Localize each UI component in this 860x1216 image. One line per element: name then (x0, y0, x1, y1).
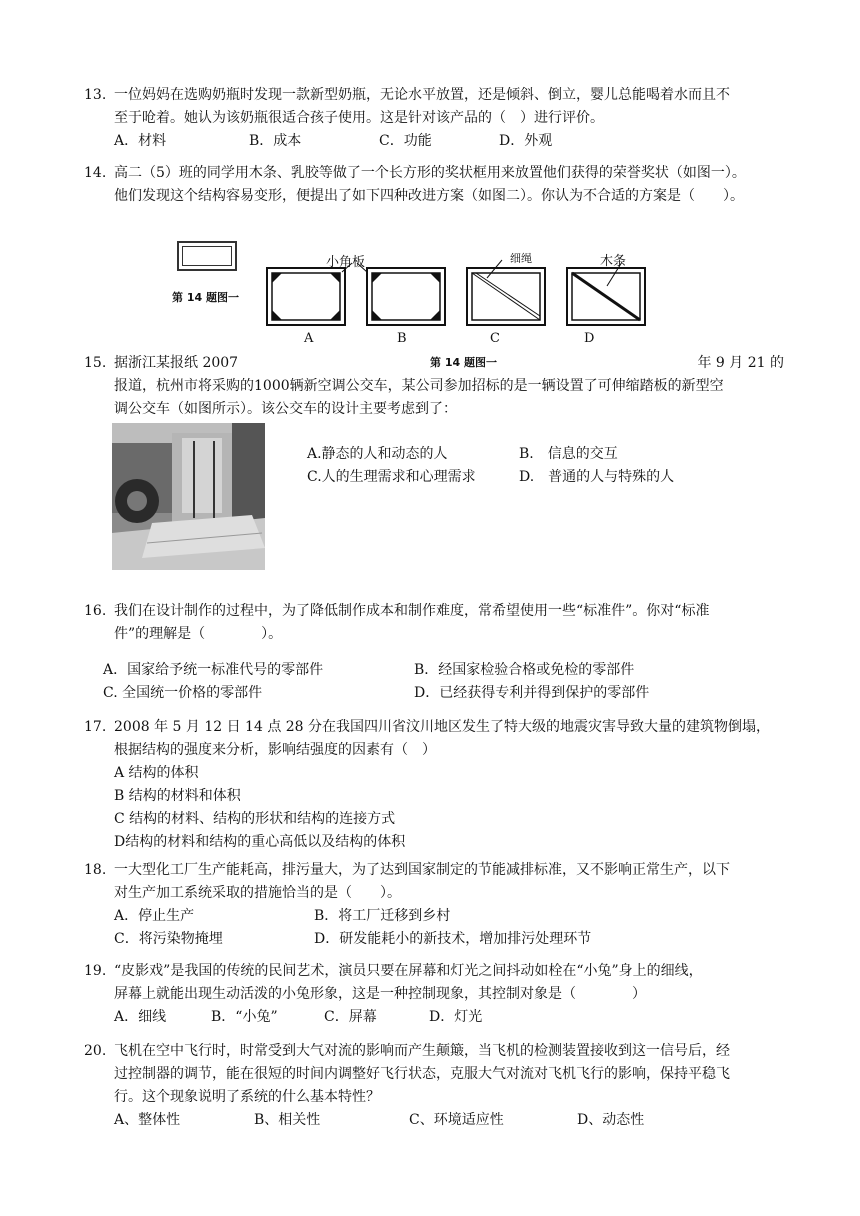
question-number: 17. (84, 719, 107, 735)
question-text: 过控制器的调节，能在很短的时间内调整好飞行状态，克服大气对流对飞机飞行的影响，保持平稳飞 (114, 1066, 730, 1082)
question-text: 一大型化工厂生产能耗高，排污量大，为了达到国家制定的节能减排标准，又不影响正常生产，以下 (114, 862, 730, 878)
question-number: 20. (84, 1043, 107, 1059)
options-row (114, 1006, 784, 1029)
option-a[interactable]: A.静态的人和动态的人 (307, 446, 448, 462)
letter-a: A (304, 331, 314, 346)
option-a[interactable]: A 结构的体积 (114, 765, 199, 781)
options-row (114, 928, 784, 951)
option-d[interactable]: D．灯光 (429, 1009, 483, 1025)
question-text: 屏幕上就能出现生动活泼的小兔形象，这是一种控制现象，其控制对象是（ ） (114, 986, 646, 1002)
option-a[interactable]: A．国家给予统一标准代号的零部件 (103, 662, 324, 678)
bus-photo (112, 423, 265, 570)
question-number: 13. (84, 87, 107, 103)
label-wood-strip: 木条 (600, 254, 627, 269)
option-b[interactable]: B．成本 (249, 133, 302, 149)
question-17 (84, 716, 784, 854)
question-13 (84, 84, 784, 153)
option-c[interactable]: C．将污染物掩埋 (114, 931, 223, 947)
option-d[interactable]: D．研发能耗小的新技术，增加排污处理环节 (314, 931, 592, 947)
option-b[interactable]: B. 信息的交互 (519, 446, 618, 462)
question-text: 至于呛着。她认为该奶瓶很适合孩子使用。这是针对该产品的（ ）进行评价。 (114, 110, 604, 126)
frame-d (567, 268, 645, 325)
option-a[interactable]: A．材料 (114, 133, 167, 149)
option-d[interactable]: D. 普通的人与特殊的人 (519, 469, 675, 485)
question-number: 19. (84, 963, 107, 979)
question-text: 飞机在空中飞行时，时常受到大气对流的影响而产生颠簸，当飞机的检测装置接收到这一信号后，经 (114, 1043, 730, 1059)
figure-frame-original (177, 241, 237, 271)
question-text: 根据结构的强度来分析，影响结强度的因素有（ ） (114, 742, 436, 758)
option-b[interactable]: B．将工厂迁移到乡村 (314, 908, 451, 924)
options-row (114, 130, 784, 153)
question-text: 行。这个现象说明了系统的什么基本特性？ (114, 1089, 380, 1105)
question-text: 高二（5）班的同学用木条、乳胶等做了一个长方形的奖状框用来放置他们获得的荣誉奖状（如图一）。 (114, 165, 746, 181)
question-16 (84, 600, 784, 646)
question-19 (84, 960, 784, 1029)
figure-caption: 第 14 题图一 (430, 356, 497, 369)
question-20 (84, 1040, 784, 1132)
option-d[interactable]: D、动态性 (577, 1112, 645, 1128)
question-text: 2008 年 5 月 12 日 14 点 28 分在我国四川省汶川地区发生了特大级的地震灾害导致大量的建筑物倒塌， (114, 719, 771, 735)
question-number: 18. (84, 862, 107, 878)
letter-c: C (490, 331, 500, 346)
options-row (114, 905, 784, 928)
option-b[interactable]: B 结构的材料和体积 (114, 788, 241, 804)
question-text: 年 9 月 21 的 (697, 355, 784, 371)
option-c[interactable]: C、环境适应性 (409, 1112, 504, 1128)
frame-a (267, 268, 345, 325)
letter-d: D (584, 331, 595, 346)
option-c[interactable]: C.人的生理需求和心理需求 (307, 469, 476, 485)
question-text: 件”的理解是（ ）。 (114, 626, 283, 642)
option-b[interactable]: B、相关性 (254, 1112, 321, 1128)
option-d[interactable]: D．已经获得专利并得到保护的零部件 (414, 685, 650, 701)
label-string: 细绳 (510, 252, 532, 265)
option-c[interactable]: C．功能 (379, 133, 432, 149)
question-15 (84, 352, 784, 421)
question-number: 15. (84, 355, 107, 371)
question-text: 我们在设计制作的过程中，为了降低制作成本和制作难度，常希望使用一些“标准件”。你对“标准 (114, 603, 710, 619)
option-d[interactable]: D结构的材料和结构的重心高低以及结构的体积 (114, 834, 406, 850)
letter-b: B (397, 331, 407, 346)
options-row (114, 1109, 784, 1132)
label-corner-plate: 小角板 (326, 255, 366, 270)
option-c[interactable]: C 结构的材料、结构的形状和结构的连接方式 (114, 811, 396, 827)
question-14 (84, 162, 784, 208)
question-text: “皮影戏”是我国的传统的民间艺术，演员只要在屏幕和灯光之间抖动如栓在“小兔”身上的细线， (114, 963, 703, 979)
question-number: 16. (84, 603, 107, 619)
option-a[interactable]: A、整体性 (114, 1112, 181, 1128)
figure-caption: 第 14 题图一 (172, 291, 239, 304)
option-a[interactable]: A．停止生产 (114, 908, 195, 924)
option-c[interactable]: C. 全国统一价格的零部件 (103, 685, 263, 701)
question-number: 14. (84, 165, 107, 181)
option-a[interactable]: A．细线 (114, 1009, 167, 1025)
option-b[interactable]: B．经国家检验合格或免检的零部件 (414, 662, 635, 678)
frame-b (367, 268, 445, 325)
option-c[interactable]: C．屏幕 (324, 1009, 377, 1025)
option-b[interactable]: B．“小兔” (211, 1009, 278, 1025)
frame-c (467, 268, 545, 325)
question-text: 调公交车（如图所示）。该公交车的设计主要考虑到了： (114, 401, 457, 417)
question-text: 对生产加工系统采取的措施恰当的是（ ）。 (114, 885, 401, 901)
question-text: 据浙江某报纸 2007 (114, 355, 239, 371)
option-d[interactable]: D．外观 (499, 133, 553, 149)
question-text: 一位妈妈在选购奶瓶时发现一款新型奶瓶，无论水平放置，还是倾斜、倒立，婴儿总能喝着水而且不 (114, 87, 730, 103)
question-text: 报道，杭州市将采购的1000辆新空调公交车，某公司参加招标的是一辆设置了可伸缩踏板的新型空 (114, 378, 724, 394)
question-text: 他们发现这个结构容易变形，便提出了如下四种改进方案（如图二）。你认为不合适的方案是（ ）。 (114, 188, 744, 204)
question-18 (84, 859, 784, 951)
